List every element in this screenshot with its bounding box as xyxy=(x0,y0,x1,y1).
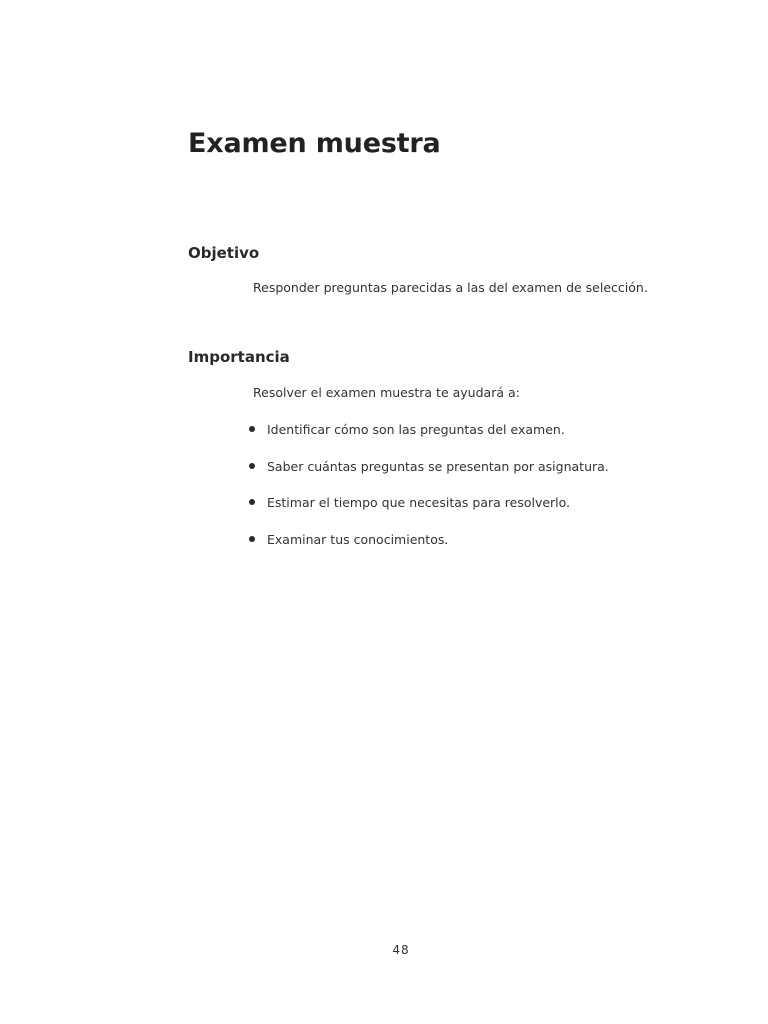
section-heading-importancia: Importancia xyxy=(188,348,290,366)
bullet-icon xyxy=(249,499,255,505)
list-item xyxy=(248,494,708,531)
list-item-text: Saber cuántas preguntas se presentan por asignatura. xyxy=(267,458,609,474)
list-item-text: Examinar tus conocimientos. xyxy=(267,531,449,547)
list-item-text: Identificar cómo son las preguntas del examen. xyxy=(267,422,565,437)
bullet-icon xyxy=(249,463,255,469)
importancia-intro: Resolver el examen muestra te ayudará a: xyxy=(253,385,520,400)
bullet-icon xyxy=(249,536,255,542)
list-item-text: Estimar el tiempo que necesitas para resolverlo. xyxy=(267,495,571,510)
page-number: 48 xyxy=(392,943,410,957)
page-title: Examen muestra xyxy=(188,128,441,159)
section-heading-objetivo: Objetivo xyxy=(188,244,260,262)
list-item xyxy=(248,531,708,568)
objetivo-text: Responder preguntas parecidas a las del examen de selección. xyxy=(253,280,648,295)
bullet-icon xyxy=(249,426,255,432)
list-item xyxy=(248,421,708,458)
list-item xyxy=(248,458,708,495)
importancia-bullet-list xyxy=(248,421,708,567)
